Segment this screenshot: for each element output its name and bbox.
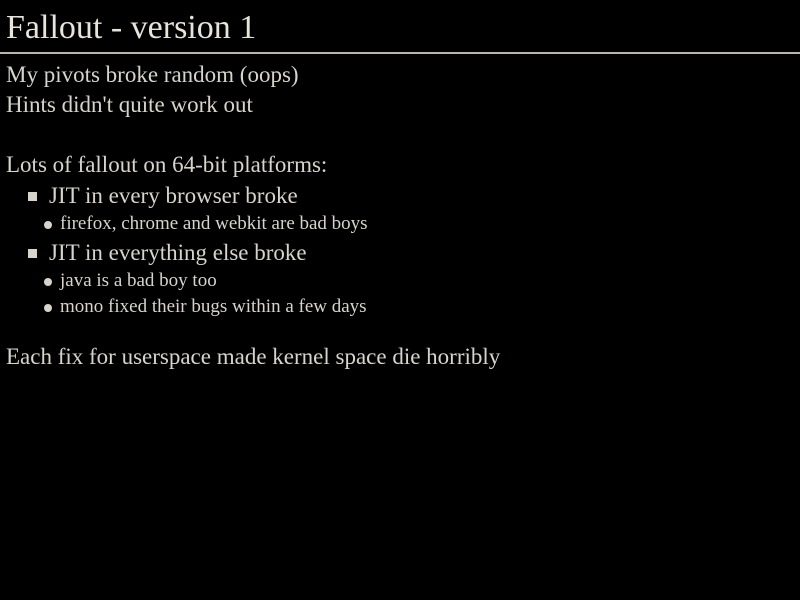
bullet-item [6, 268, 800, 294]
square-bullet-icon [28, 249, 37, 258]
bullet-label: JIT in every browser broke [49, 183, 298, 208]
bullet-label: mono fixed their bugs within a few days [60, 296, 367, 317]
bullet-label: java is a bad boy too [60, 270, 217, 291]
intro-line-2: Hints didn't quite work out [6, 92, 253, 117]
square-bullet-icon [28, 192, 37, 201]
closing-line: Each fix for userspace made kernel space die horribly [6, 344, 501, 369]
section-heading: Lots of fallout on 64-bit platforms: [6, 152, 328, 177]
bullet-label: JIT in everything else broke [49, 240, 307, 265]
intro-line-1: My pivots broke random (oops) [6, 62, 299, 87]
bullet-item [6, 180, 800, 211]
round-bullet-icon [44, 304, 52, 312]
round-bullet-icon [44, 221, 52, 229]
slide-body [0, 54, 800, 372]
round-bullet-icon [44, 278, 52, 286]
slide-title: Fallout - version 1 [6, 9, 257, 46]
bullet-label: firefox, chrome and webkit are bad boys [60, 213, 368, 234]
vertical-spacer [6, 120, 800, 150]
bullet-item [6, 237, 800, 268]
vertical-spacer [6, 320, 800, 342]
bullet-item [6, 211, 800, 237]
bullet-item [6, 294, 800, 320]
